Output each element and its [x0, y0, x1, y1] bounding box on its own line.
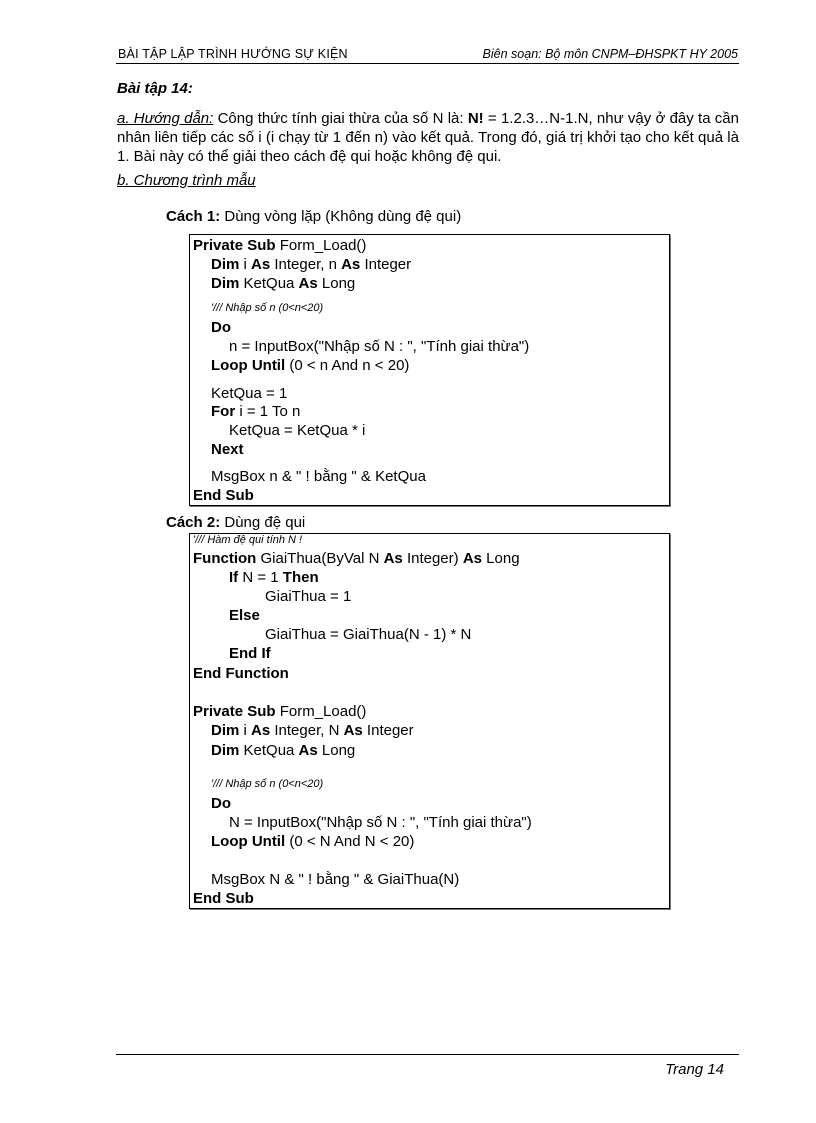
- code-text: MsgBox N & " ! bằng " & GiaiThua(N): [211, 871, 460, 888]
- method2-comment-line: '/// Hàm đệ qui tính N !: [193, 534, 303, 546]
- keyword: Loop Until: [211, 833, 286, 850]
- keyword: As: [298, 275, 318, 292]
- keyword: If: [229, 569, 239, 586]
- method1-code-line: [211, 356, 409, 375]
- keyword: End Sub: [193, 487, 254, 504]
- code-text: MsgBox n & " ! bằng " & KetQua: [211, 468, 426, 485]
- method1-text: Dùng vòng lặp (Không dùng đệ qui): [220, 208, 462, 225]
- keyword: As: [462, 550, 482, 567]
- header-divider: [116, 63, 739, 64]
- code-text: i: [239, 256, 252, 273]
- keyword: Loop Until: [211, 357, 286, 374]
- method2-code-line: [229, 568, 319, 587]
- keyword: Function: [193, 550, 257, 567]
- code-text: Long: [317, 275, 356, 292]
- method2-code-line: [229, 606, 260, 625]
- method2-code-line: [265, 587, 351, 606]
- method2-heading: [166, 514, 305, 531]
- keyword: Then: [282, 569, 319, 586]
- keyword: As: [298, 742, 318, 759]
- method1-heading: [166, 208, 461, 225]
- guide-label: a. Hướng dẫn:: [117, 110, 214, 127]
- code-text: GiaiThua = GiaiThua(N - 1) * N: [265, 626, 472, 643]
- keyword: Do: [211, 795, 231, 812]
- code-text: (0 < n And n < 20): [285, 357, 410, 374]
- footer-divider: [116, 1054, 739, 1055]
- code-text: Integer, n: [270, 256, 342, 273]
- keyword: Private Sub: [193, 703, 276, 720]
- method1-label: Cách 1:: [166, 208, 221, 225]
- keyword: As: [251, 722, 271, 739]
- code-text: Form_Load(): [275, 237, 367, 254]
- method2-label: Cách 2:: [166, 514, 221, 531]
- method2-code-line: [193, 889, 254, 908]
- keyword: Next: [211, 441, 244, 458]
- method2-code-line: [211, 721, 414, 740]
- formula: N!: [467, 110, 484, 127]
- keyword: Dim: [211, 722, 240, 739]
- method1-code-line: [211, 440, 244, 459]
- code-text: GiaiThua = 1: [265, 588, 352, 605]
- code-text: KetQua = KetQua * i: [229, 422, 366, 439]
- code-text: Long: [317, 742, 356, 759]
- method2-code-line: [211, 832, 414, 851]
- code-text: KetQua: [239, 742, 299, 759]
- keyword: Dim: [211, 275, 240, 292]
- method2-code-line: [265, 625, 471, 644]
- method1-code-line: [211, 467, 426, 486]
- code-text: N = InputBox("Nhập số N : ", "Tính giai thừa"): [229, 814, 532, 831]
- method2-code-line: [193, 702, 366, 721]
- code-text: i: [239, 722, 252, 739]
- code-text: KetQua: [239, 275, 299, 292]
- method2-code-line: [193, 664, 289, 683]
- keyword: As: [383, 550, 403, 567]
- keyword: Dim: [211, 742, 240, 759]
- keyword: As: [251, 256, 271, 273]
- code-text: Long: [482, 550, 520, 567]
- page-number: Trang 14: [665, 1061, 724, 1078]
- method1-comment-line: '/// Nhập số n (0<n<20): [211, 302, 324, 314]
- method1-code-line: [193, 486, 254, 505]
- header-course-title: BÀI TẬP LẬP TRÌNH HƯỚNG SỰ KIỆN: [118, 47, 348, 61]
- code-text: Integer: [360, 256, 412, 273]
- code-text: KetQua = 1: [211, 385, 288, 402]
- method2-code-line: [211, 870, 459, 889]
- method2-code-line: [211, 741, 355, 760]
- guide-text-1: Công thức tính giai thừa của số N là:: [213, 110, 468, 127]
- header-author: Biên soạn: Bộ môn CNPM–ĐHSPKT HY 2005: [482, 47, 738, 61]
- code-text: GiaiThua(ByVal N: [256, 550, 384, 567]
- code-text: Integer: [362, 722, 414, 739]
- method2-code-line: [229, 813, 532, 832]
- keyword: As: [343, 722, 363, 739]
- method1-code-line: [211, 255, 411, 274]
- guide-text-2: = 1.2.3…N-1.N, như vậy ở đây ta cần nhân liên tiếp các số i (i chạy từ 1 đến n) vào kết quả. Trong đó, giá trị khởi tạo cho kết quả là 1. Bài này có thể giải theo cách đệ qui hoặc không đệ qui.: [117, 110, 739, 165]
- method2-comment-line: '/// Nhập số n (0<n<20): [211, 778, 324, 790]
- method1-code-line: [229, 337, 529, 356]
- guide-paragraph: [117, 109, 739, 166]
- method2-code-line: [193, 549, 520, 568]
- keyword: End Function: [193, 665, 289, 682]
- keyword: Do: [211, 319, 231, 336]
- method2-text: Dùng đệ qui: [220, 514, 306, 531]
- method2-code-line: [211, 794, 231, 813]
- keyword: Dim: [211, 256, 240, 273]
- keyword: End If: [229, 645, 271, 662]
- method1-code-line: [193, 236, 366, 255]
- method1-code-line: [211, 384, 287, 403]
- code-text: i = 1 To n: [235, 403, 301, 420]
- keyword: Private Sub: [193, 237, 276, 254]
- code-text: N = 1: [238, 569, 283, 586]
- keyword: End Sub: [193, 890, 254, 907]
- code-text: Integer, N: [270, 722, 344, 739]
- code-text: (0 < N And N < 20): [285, 833, 415, 850]
- code-text: Integer): [402, 550, 463, 567]
- method1-code-line: [211, 402, 300, 421]
- keyword: Else: [229, 607, 260, 624]
- method1-code-line: [229, 421, 365, 440]
- code-text: Form_Load(): [275, 703, 367, 720]
- sample-heading: b. Chương trình mẫu: [117, 172, 256, 189]
- keyword: For: [211, 403, 236, 420]
- method2-code-line: [229, 644, 271, 663]
- keyword: As: [341, 256, 361, 273]
- exercise-title: Bài tập 14:: [117, 80, 193, 97]
- code-text: n = InputBox("Nhập số N : ", "Tính giai thừa"): [229, 338, 530, 355]
- method1-code-line: [211, 274, 355, 293]
- method1-code-line: [211, 318, 231, 337]
